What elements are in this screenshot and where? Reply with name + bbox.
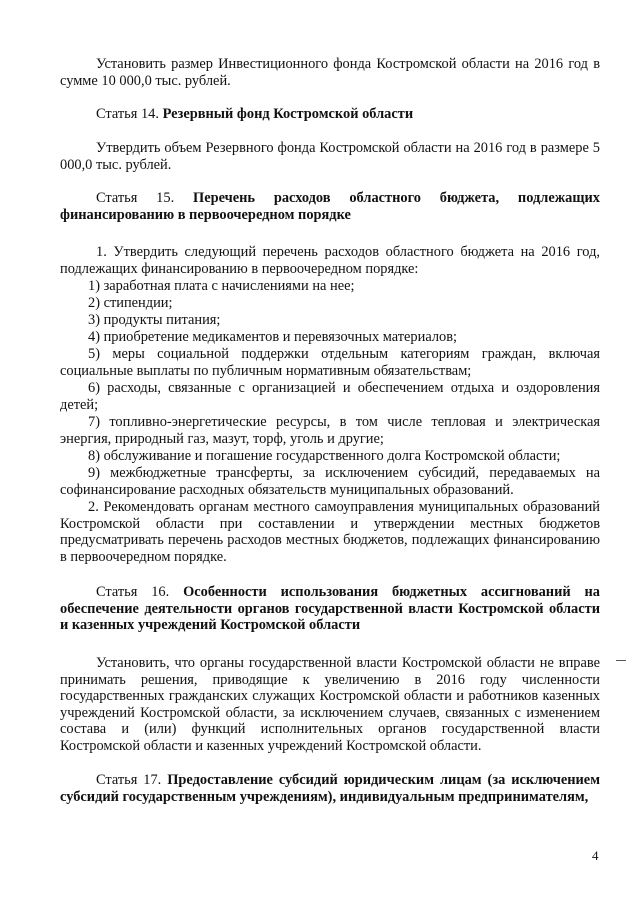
- article-number: Статья 16.: [96, 584, 170, 600]
- list-item: 5) меры социальной поддержки отдельным категориям граждан, включая социальные выплаты по публичным нормативным обязательствам;: [60, 346, 600, 379]
- list-item: 9) межбюджетные трансферты, за исключением субсидий, передаваемых на софинансирование расходных обязательств муниципальных образований.: [60, 465, 600, 498]
- list-item: 2) стипендии;: [88, 295, 173, 311]
- article-title: Резервный фонд Костромской области: [162, 106, 414, 122]
- paragraph-investment-fund: Установить размер Инвестиционного фонда Костромской области на 2016 год в сумме 10 000,0 тыс. рублей.: [60, 56, 600, 89]
- article-title: Особенности использования бюджетных ассигнований на обеспечение деятельности органов государственной власти Костромской области и казенных учреждений Костромской области: [60, 584, 600, 633]
- article-number: Статья 17.: [96, 772, 162, 788]
- article-title: Предоставление субсидий юридическим лицам (за исключением субсидий государственным учреждениям), индивидуальным предпринимателям,: [60, 772, 600, 805]
- list-item: 4) приобретение медикаментов и перевязочных материалов;: [88, 329, 458, 345]
- list-item: 7) топливно-энергетические ресурсы, в том числе тепловая и электрическая энергия, природный газ, мазут, торф, уголь и другие;: [60, 414, 600, 447]
- scan-mark: [616, 660, 626, 661]
- list-item: 8) обслуживание и погашение государственного долга Костромской области;: [88, 448, 561, 464]
- page-number: 4: [592, 848, 599, 863]
- article-title-line-2: финансированию в первоочередном порядке: [60, 206, 351, 223]
- list-item: 6) расходы, связанные с организацией и обеспечением отдыха и оздоровления детей;: [60, 380, 600, 413]
- list-item: 3) продукты питания;: [88, 312, 221, 328]
- article-16-heading: [60, 584, 600, 634]
- paragraph-reserve-fund: Утвердить объем Резервного фонда Костромской области на 2016 год в размере 5 000,0 тыс. рублей.: [60, 140, 600, 173]
- article-title-line-1: Перечень расходов областного бюджета, подлежащих: [193, 190, 600, 206]
- paragraph-recommendation: 2. Рекомендовать органам местного самоуправления муниципальных образований Костромской области при составлении и утверждении местных бюджетов предусматривать перечень расходов местных бюджетов, подлежащих финансированию в первоочередном порядке.: [60, 499, 600, 565]
- article-15-heading: [60, 190, 600, 223]
- article-17-heading: [60, 772, 600, 805]
- paragraph-priority-list-intro: 1. Утвердить следующий перечень расходов областного бюджета на 2016 год, подлежащих финансированию в первоочередном порядке:: [60, 244, 600, 277]
- article-14-heading: [60, 106, 600, 123]
- list-item: 1) заработная плата с начислениями на нее;: [88, 278, 355, 294]
- article-number: Статья 14.: [96, 106, 159, 122]
- paragraph-staff-limits: Установить, что органы государственной власти Костромской области не вправе принимать решения, приводящие к увеличению в 2016 году численности государственных гражданских служащих Костромской области и работников казенных учреждений Костромской области, за исключением случаев, связанных с изменением состава и (или) функций исполнительных органов государственной власти Костромской области и казенных учреждений Костромской области.: [60, 655, 600, 754]
- article-number: Статья 15.: [96, 190, 175, 206]
